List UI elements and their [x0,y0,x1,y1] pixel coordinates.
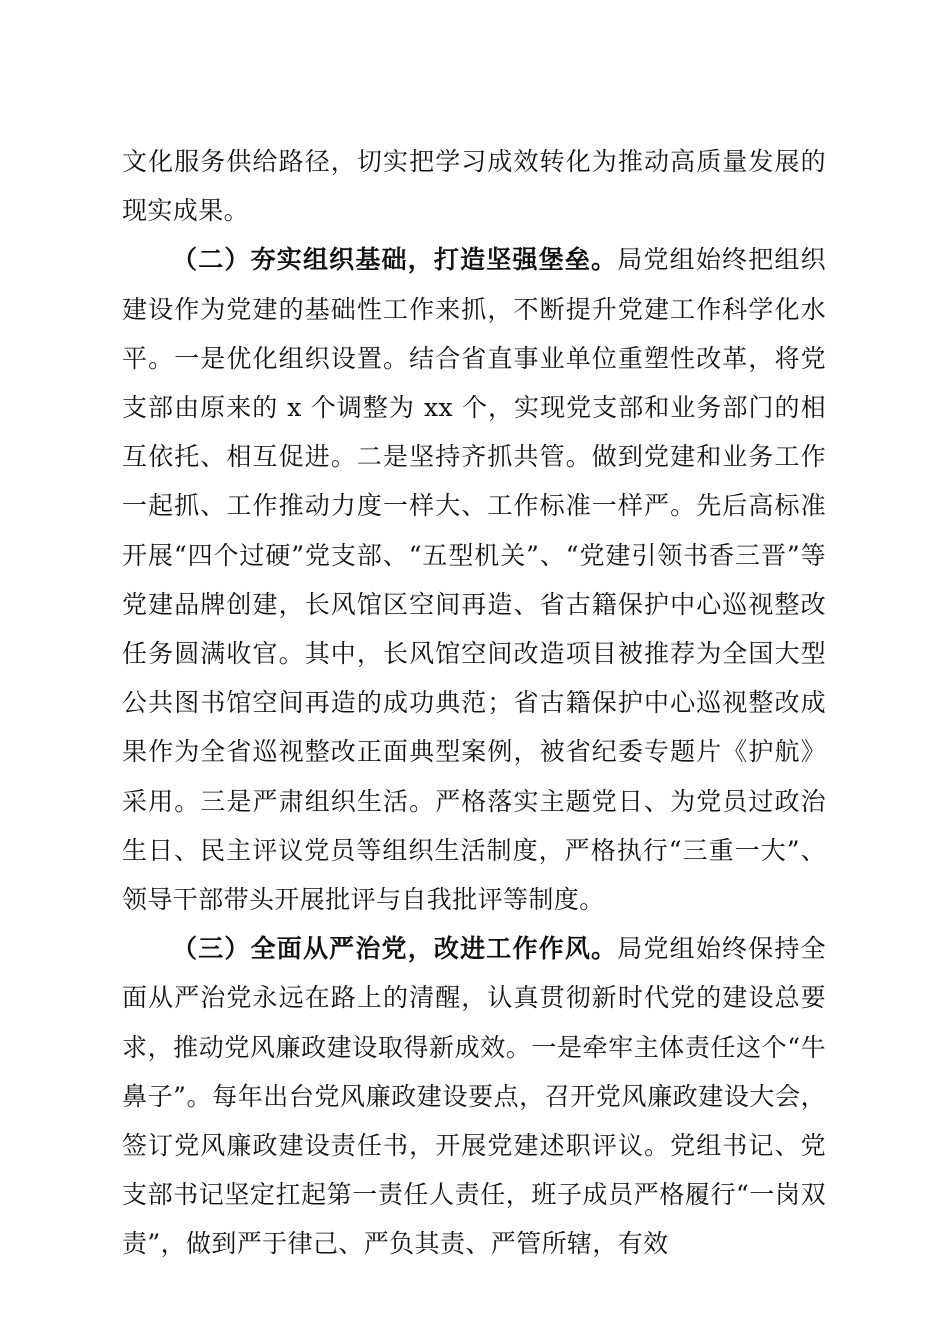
paragraph-2-body: 局党组始终把组织建设作为党建的基础性工作来抓，不断提升党建工作科学化水平。一是优化组织设置。结合省直事业单位重塑性改革，将党支部由原来的 x 个调整为 xx 个，实现党支部和业务部门的相互依托、相互促进。二是坚持齐抓共管。做到党建和业务工作一起抓、工作推动力度一样大、工作标准一样严。先后高标准开展“四个过硬”党支部、“五型机关”、“党建引领书香三晋”等党建品牌创建，长风馆区空间再造、省古籍保护中心巡视整改任务圆满收官。其中，长风馆空间改造项目被推荐为全国大型公共图书馆空间再造的成功典范；省古籍保护中心巡视整改成果作为全省巡视整改正面典型案例，被省纪委专题片《护航》采用。三是严肃组织生活。严格落实主题党日、为党员过政治生日、民主评议党员等组织生活制度，严格执行“三重一大”、领导干部带头开展批评与自我批评等制度。 [122,245,826,915]
paragraph-3 [122,924,826,1268]
paragraph-1 [122,137,826,235]
paragraph-2-heading: （二）夯实组织基础，打造坚强堡垒。 [172,245,618,275]
paragraph-3-heading: （三）全面从严治党，改进工作作风。 [172,934,618,964]
document-page [122,137,826,1269]
paragraph-3-body: 局党组始终保持全面从严治党永远在路上的清醒，认真贯彻新时代党的建设总要求，推动党风廉政建设取得新成效。一是牵牢主体责任这个“牛鼻子”。每年出台党风廉政建设要点，召开党风廉政建设大会，签订党风廉政建设责任书，开展党建述职评议。党组书记、党支部书记坚定扛起第一责任人责任，班子成员严格履行“一岗双责”，做到严于律己、严负其责、严管所辖，有效 [122,934,826,1259]
paragraph-2 [122,235,826,924]
paragraph-1-body: 文化服务供给路径，切实把学习成效转化为推动高质量发展的现实成果。 [122,147,826,226]
